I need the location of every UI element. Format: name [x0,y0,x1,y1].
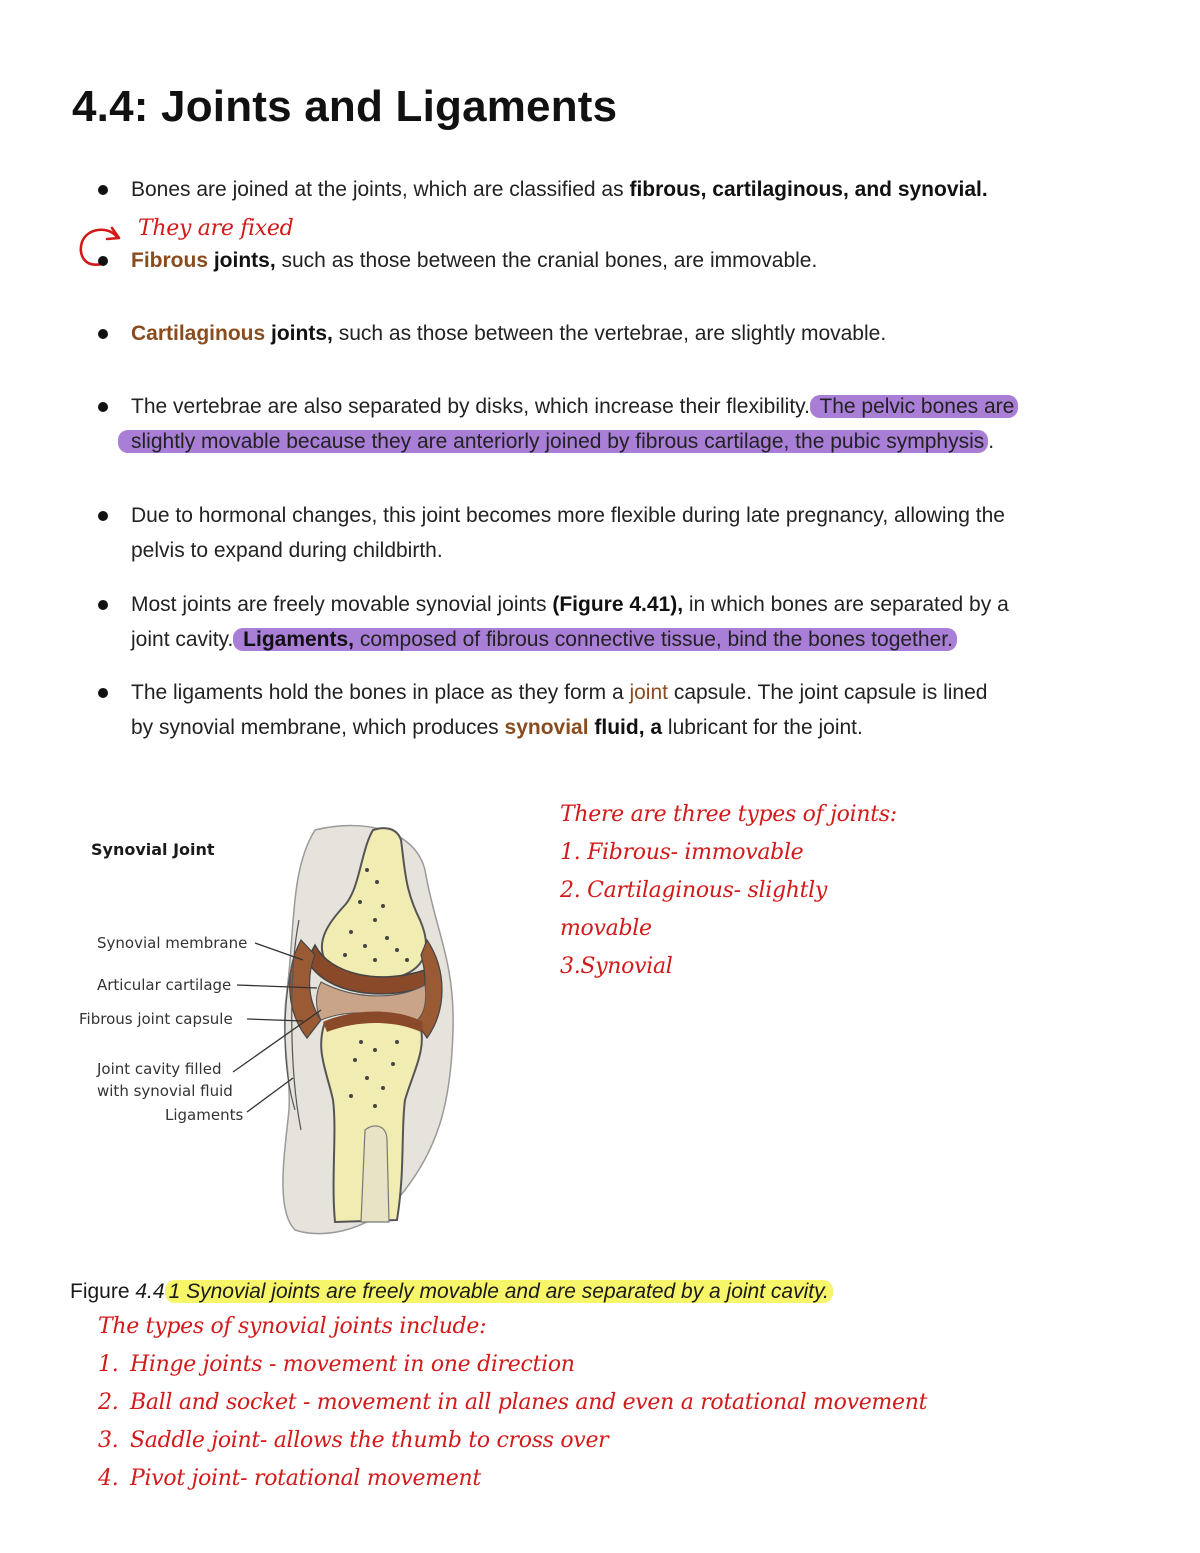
bullet-6-l2-pre: joint cavity. [131,628,234,651]
bullet-3-rest: such as those between the vertebrae, are slightly movable. [332,322,887,345]
caption-pre: Figure [70,1280,136,1303]
caption-highlight: 1 Synovial joints are freely movable and are separated by a joint cavity. [168,1280,829,1303]
bullet-icon [98,511,108,521]
bullet-icon [98,185,108,195]
bullet-7-pre: The ligaments hold the bones in place as they form a [131,681,630,704]
fixed-note: They are fixed [138,216,294,241]
bullet-4-pre: The vertebrae are also separated by disks, which increase their flexibility. [131,395,810,418]
types-item-1: 1. Fibrous- immovable [560,840,804,865]
joint-illustration [75,810,495,1250]
label-fibrous-capsule: Fibrous joint capsule [79,1010,233,1028]
bullet-1-bold: fibrous, cartilaginous, and synovial. [629,178,988,201]
bullet-5-line-1: Due to hormonal changes, this joint becomes more flexible during late pregnancy, allowing the [131,504,1005,527]
label-articular-cartilage: Articular cartilage [97,976,232,994]
synovial-num-1: 1. [98,1352,119,1377]
synovial-item-1: Hinge joints - movement in one direction [130,1352,575,1377]
bullet-7-line-1 [131,675,987,711]
bullet-6-line-1 [131,587,1009,623]
types-heading: There are three types of joints: [560,802,897,827]
highlight-purple: slightly movable because they are anteriorly joined by fibrous cartilage, the pubic symphysis [118,430,988,453]
figure-title: Synovial Joint [91,840,215,859]
bullet-5-line-2: pelvis to expand during childbirth. [131,539,443,562]
bullet-4-line-1 [131,389,1018,425]
bullet-7-term: joint [629,681,668,704]
bullet-icon [98,688,108,698]
synovial-item-2: Ball and socket - movement in all planes and even a rotational movement [130,1390,928,1415]
bullet-6-hl-rest: composed of fibrous connective tissue, bind the bones together. [354,628,953,651]
bullet-4-line-2 [118,424,994,460]
bullet-1-text [131,172,988,208]
bullet-7-l2-post: lubricant for the joint. [662,716,863,739]
bullet-6-pre: Most joints are freely movable synovial joints [131,593,553,616]
bullet-icon [98,329,108,339]
synovial-joint-figure [75,810,495,1250]
synovial-item-3: Saddle joint- allows the thumb to cross over [130,1428,609,1453]
label-joint-cavity-2: with synovial fluid [97,1082,233,1100]
label-synovial-membrane: Synovial membrane [97,934,248,952]
types-item-2: 2. Cartilaginous- slightly [560,878,828,903]
bullet-6-post: in which bones are separated by a [683,593,1009,616]
bullet-2-text [131,243,817,279]
bullet-4-end: . [988,430,995,453]
synovial-num-4: 4. [98,1466,119,1491]
label-ligaments: Ligaments [165,1106,244,1124]
synovial-num-3: 3. [98,1428,119,1453]
synovial-heading: The types of synovial joints include: [98,1314,487,1339]
bullet-6-hl-bold: Ligaments, [237,628,355,651]
bullet-7-l2-pre: by synovial membrane, which produces [131,716,505,739]
bullet-1-pre: Bones are joined at the joints, which are classified as [131,178,630,201]
figure-caption [70,1275,833,1309]
bullet-3-term: Cartilaginous [131,322,266,345]
bullet-icon [98,600,108,610]
bullet-6-bold: (Figure 4.41), [552,593,684,616]
bullet-7-line-2 [131,710,863,746]
bullet-2-rest: such as those between the cranial bones, are immovable. [275,249,818,272]
bullet-2-term: Fibrous [131,249,208,272]
bullet-7-l2-bold: fluid, a [588,716,663,739]
label-joint-cavity-1: Joint cavity filled [97,1060,222,1078]
page-title: 4.4: Joints and Ligaments [72,82,618,131]
bullet-2-bold: joints, [208,249,276,272]
synovial-item-4: Pivot joint- rotational movement [130,1466,481,1491]
bullet-3-bold: joints, [265,322,333,345]
bullet-icon [98,256,108,266]
types-item-3: 3.Synovial [560,954,673,979]
bullet-7-l2-term: synovial [504,716,589,739]
highlight-purple: The pelvic bones are [810,395,1018,418]
types-item-2b: movable [560,916,652,941]
bullet-icon [98,402,108,412]
bullet-7-post: capsule. The joint capsule is lined [667,681,988,704]
synovial-num-2: 2. [98,1390,119,1415]
bullet-6-line-2 [131,622,957,658]
caption-num: 4.4 [135,1280,165,1303]
bullet-3-text [131,316,886,352]
